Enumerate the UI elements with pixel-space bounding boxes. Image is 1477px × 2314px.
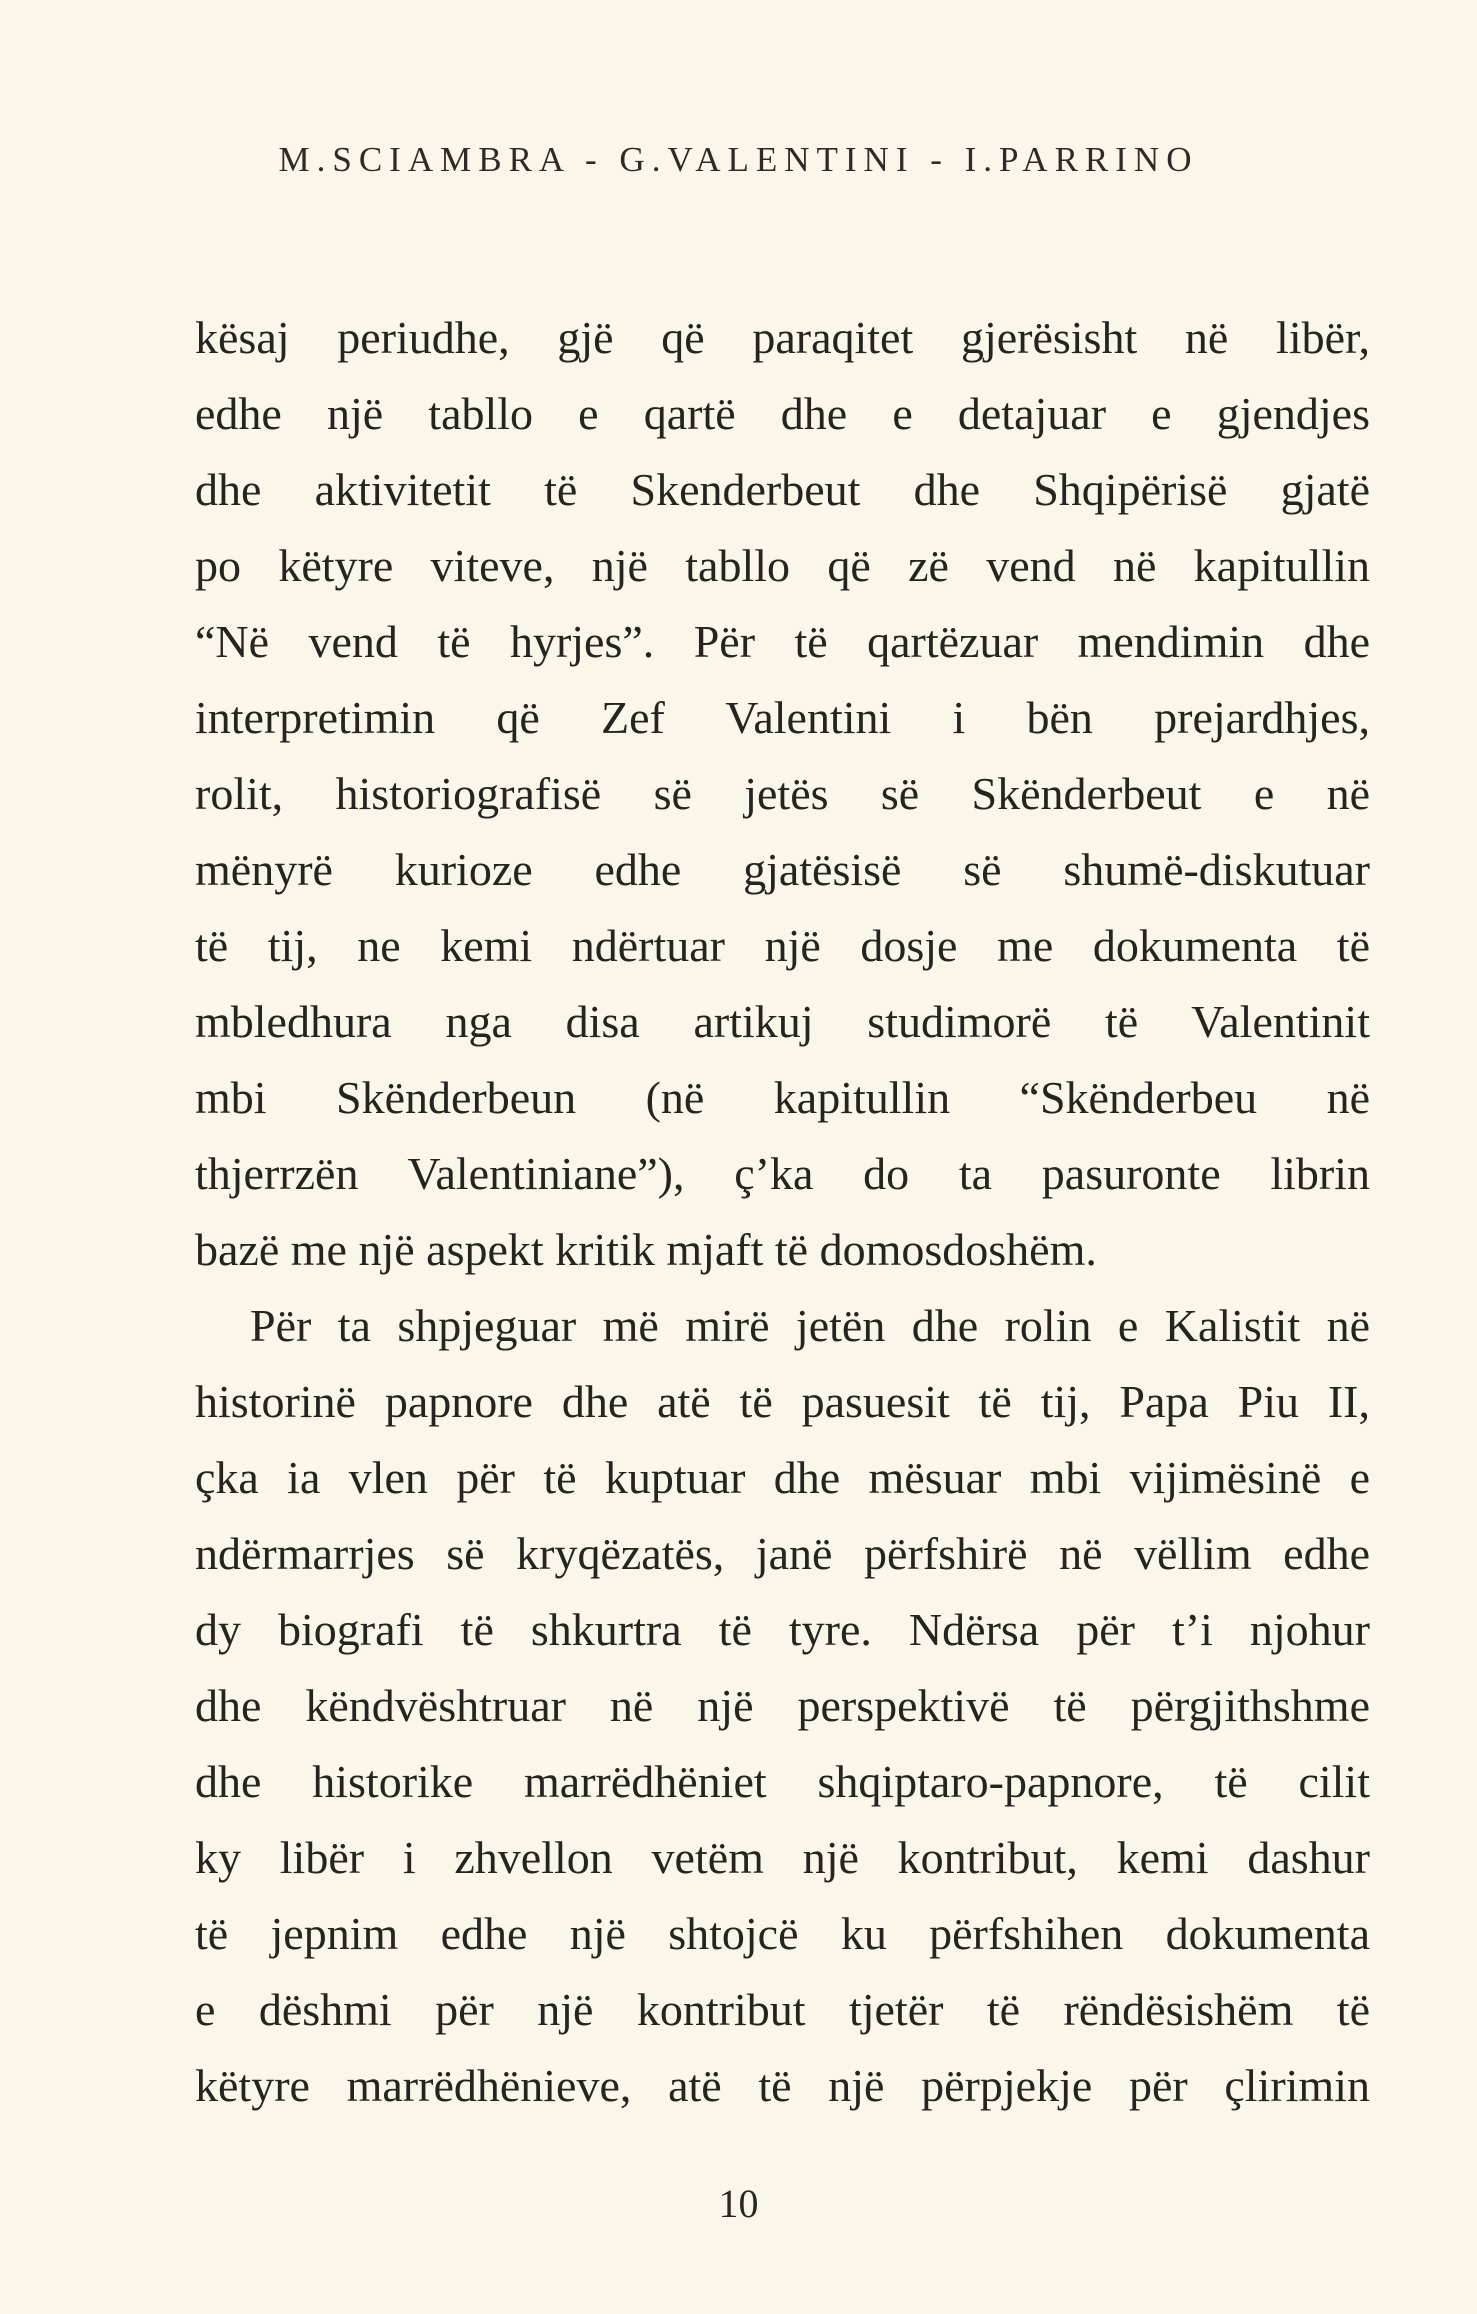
text-line: interpretimin që Zef Valentini i bën prejardhjes, — [195, 692, 1370, 743]
text-line: mbledhura nga disa artikuj studimorë të Valentinit — [195, 996, 1370, 1047]
text-line: rolit, historiografisë së jetës së Skënderbeut e në — [195, 768, 1370, 819]
text-line: thjerrzën Valentiniane”), ç’ka do ta pasuronte librin — [195, 1148, 1370, 1199]
text-line: mënyrë kurioze edhe gjatësisë së shumë-diskutuar — [195, 844, 1370, 895]
text-line: po këtyre viteve, një tabllo që zë vend në kapitullin — [195, 540, 1370, 591]
text-line: të jepnim edhe një shtojcë ku përfshihen dokumenta — [195, 1908, 1370, 1959]
running-header: M.SCIAMBRA - G.VALENTINI - I.PARRINO — [278, 140, 1199, 179]
text-line: ndërmarrjes së kryqëzatës, janë përfshirë në vëllim edhe — [195, 1528, 1370, 1579]
text-line: dhe aktivitetit të Skenderbeut dhe Shqipërisë gjatë — [195, 464, 1370, 515]
text-line: dhe historike marrëdhëniet shqiptaro-papnore, të cilit — [195, 1756, 1370, 1807]
text-line: të tij, ne kemi ndërtuar një dosje me dokumenta të — [195, 920, 1370, 971]
body-text — [195, 300, 1370, 2124]
paragraph-1 — [195, 300, 1370, 1288]
text-line: ky libër i zhvellon vetëm një kontribut, kemi dashur — [195, 1832, 1370, 1883]
text-line: kësaj periudhe, gjë që paraqitet gjerësisht në libër, — [195, 312, 1370, 363]
text-line: dhe këndvështruar në një perspektivë të përgjithshme — [195, 1680, 1370, 1731]
text-line: e dëshmi për një kontribut tjetër të rëndësishëm të — [195, 1984, 1370, 2035]
text-line: Për ta shpjeguar më mirë jetën dhe rolin e Kalistit në — [250, 1300, 1370, 1351]
text-line: mbi Skënderbeun (në kapitullin “Skënderbeu në — [195, 1072, 1370, 1123]
text-line: bazë me një aspekt kritik mjaft të domosdoshëm. — [195, 1224, 1097, 1275]
text-line: edhe një tabllo e qartë dhe e detajuar e gjendjes — [195, 388, 1370, 439]
text-line: çka ia vlen për të kuptuar dhe mësuar mbi vijimësinë e — [195, 1452, 1370, 1503]
text-line: “Në vend të hyrjes”. Për të qartëzuar mendimin dhe — [195, 616, 1370, 667]
text-line: dy biografi të shkurtra të tyre. Ndërsa për t’i njohur — [195, 1604, 1370, 1655]
text-line: këtyre marrëdhënieve, atë të një përpjekje për çlirimin — [195, 2060, 1370, 2111]
paragraph-2 — [195, 1288, 1370, 2124]
text-line: historinë papnore dhe atë të pasuesit të tij, Papa Piu II, — [195, 1376, 1370, 1427]
page-number: 10 — [718, 2181, 759, 2226]
